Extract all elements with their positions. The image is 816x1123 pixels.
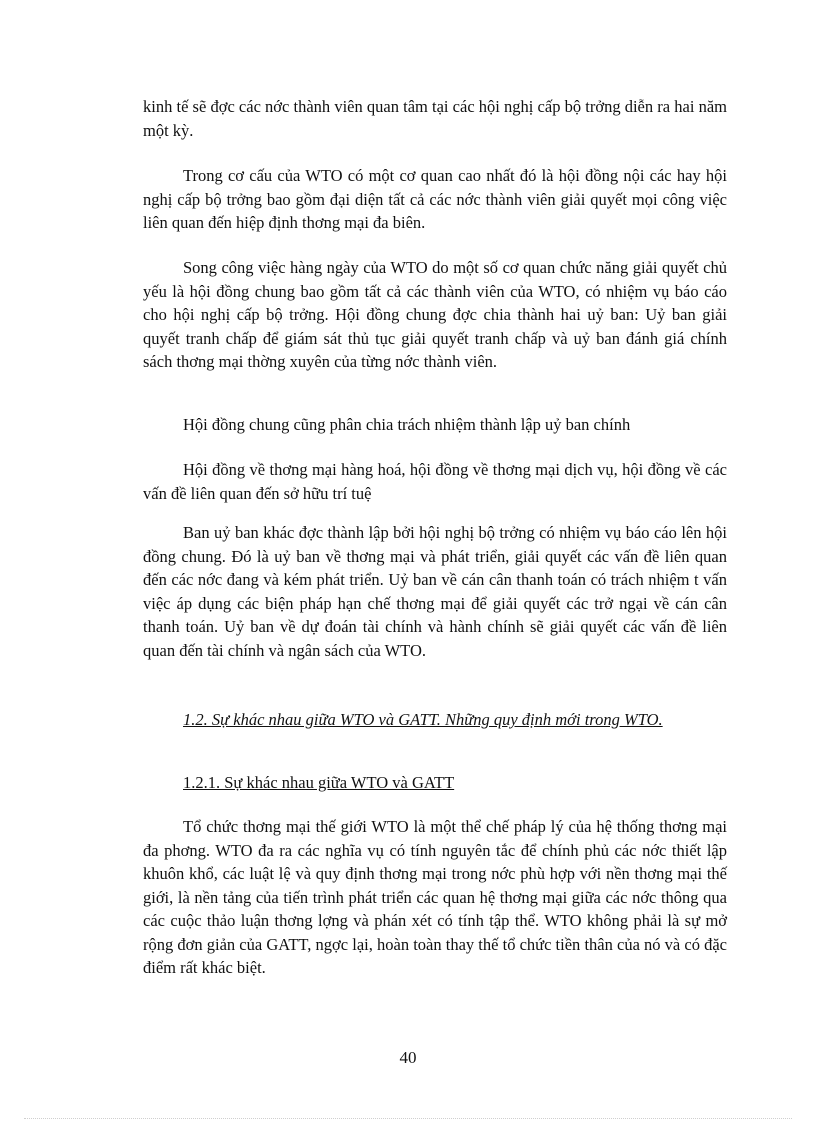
text-committees <box>143 521 727 662</box>
page-bottom-divider <box>24 1118 792 1119</box>
text-wto-structure <box>143 164 727 235</box>
section-heading: 1.2. Sự khác nhau giữa WTO và GATT. Những quy định mới trong WTO. <box>183 710 663 729</box>
paragraph-continuation: kinh tế sẽ đợc các nớc thành viên quan tâm tại các hội nghị cấp bộ trởng diễn ra hai năm một kỳ. <box>143 97 727 140</box>
text-section-heading <box>143 708 727 732</box>
text-councils <box>143 458 727 505</box>
text-closing <box>143 815 727 980</box>
text-subsection-heading <box>143 771 727 795</box>
paragraph-committees: Ban uỷ ban khác đợc thành lập bởi hội nghị bộ trởng có nhiệm vụ báo cáo lên hội đồng chung. Đó là uỷ ban về thơng mại và phát triển, giải quyết các vấn đề liên quan đến các nớc đang và kém phát triển. Uỷ ban về cán cân thanh toán có trách nhiệm t vấn việc áp dụng các biện pháp hạn chế thơng mại để giải quyết các trở ngại về cán cân thanh toán. Uỷ ban về dự đoán tài chính và hành chính sẽ giải quyết các vấn đề liên quan đến tài chính và ngân sách của WTO. <box>143 523 727 660</box>
subsection-heading: 1.2.1. Sự khác nhau giữa WTO và GATT <box>183 773 455 792</box>
text-division <box>143 413 727 437</box>
page-number: 40 <box>399 1048 417 1067</box>
paragraph-wto-vs-gatt: Tổ chức thơng mại thế giới WTO là một thể chế pháp lý của hệ thống thơng mại đa phơng. WTO đa ra các nghĩa vụ có tính nguyên tắc để chính phủ các nớc thiết lập khuôn khổ, các luật lệ và quy định thơng mại trong nớc phù hợp với nền thơng mại thế giới, là nền tảng của tiến trình phát triển các quan hệ thơng mại giữa các nớc thông qua các cuộc thảo luận thơng lợng và phán xét có tính tập thể. WTO không phải là sự mở rộng đơn giản của GATT, ngợc lại, hoàn toàn thay thế tổ chức tiền thân của nó và có đặc điểm rất khác biệt. <box>143 817 727 977</box>
paragraph-general-council: Song công việc hàng ngày của WTO do một số cơ quan chức năng giải quyết chủ yếu là hội đồng chung bao gồm tất cả các thành viên của WTO, có nhiệm vụ báo cáo cho hội nghị cấp bộ trởng. Hội đồng chung đợc chia thành hai uỷ ban: Uỷ ban giải quyết tranh chấp để giám sát thủ tục giải quyết tranh chấp và uỷ ban đánh giá chính sách thơng mại thờng xuyên của từng nớc thành viên. <box>143 258 727 371</box>
paragraph-councils-list: Hội đồng về thơng mại hàng hoá, hội đồng về thơng mại dịch vụ, hội đồng về các vấn đề liên quan đến sở hữu trí tuệ <box>143 460 727 503</box>
paragraph-council-division: Hội đồng chung cũng phân chia trách nhiệm thành lập uỷ ban chính <box>183 415 631 434</box>
text-general-council <box>143 256 727 374</box>
paragraph-highest-body: Trong cơ cấu của WTO có một cơ quan cao nhất đó là hội đồng nội các hay hội nghị cấp bộ trởng bao gồm đại diện tất cả các nớc thành viên giải quyết mọi công việc liên quan đến hiệp định thơng mại đa biên. <box>143 166 727 232</box>
text-top <box>143 95 727 142</box>
